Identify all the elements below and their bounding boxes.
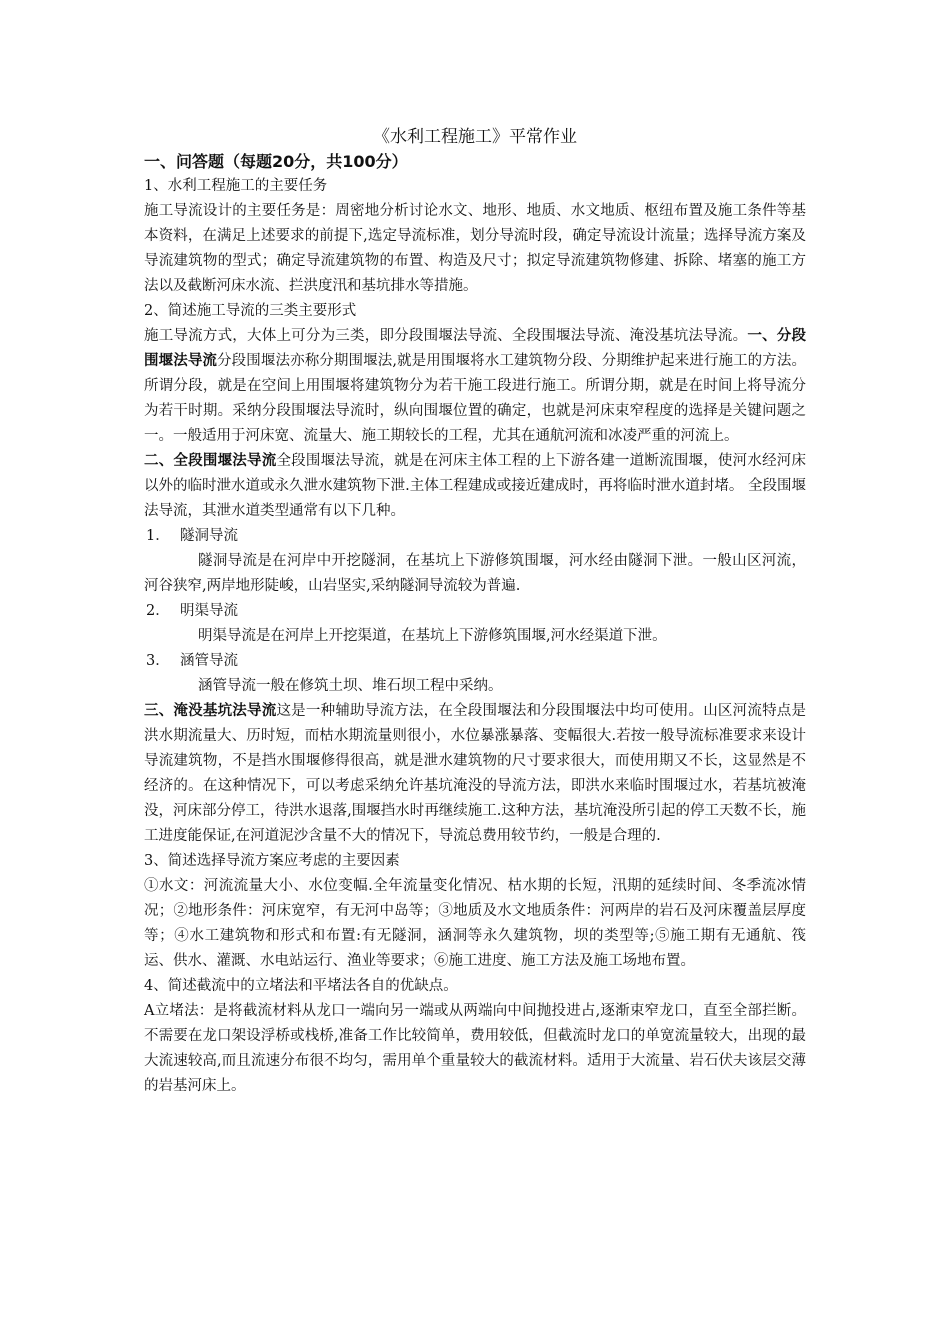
list-item-2-label: 明渠导流 (180, 603, 238, 619)
list-item-2-number: 2． (146, 603, 170, 619)
section-heading: 一、问答题（每题20分，共100分） (144, 152, 408, 171)
list-item-2-heading (144, 599, 806, 624)
question-3-heading: 3、简述选择导流方案应考虑的主要因素 (144, 853, 400, 869)
list-item-2-text: 明渠导流是在河岸上开挖渠道，在基坑上下游修筑围堰,河水经渠道下泄。 (198, 628, 667, 644)
document-page (144, 124, 806, 1099)
question-2-heading: 2、简述施工导流的三类主要形式 (144, 303, 357, 319)
question-2-paragraph-1 (144, 324, 806, 449)
method-3-title: 三、淹没基坑法导流 (144, 703, 277, 719)
list-item-3-label: 涵管导流 (180, 653, 238, 669)
question-3-answer: ①水文：河流流量大小、水位变幅.全年流量变化情况、枯水期的长短，汛期的延续时间、冬季流冰情况；②地形条件：河床宽窄，有无河中岛等；③地质及水文地质条件：河两岸的岩石及河床覆盖层厚度等；④水工建筑物和形式和布置:有无隧洞，涵洞等永久建筑物，坝的类型等;⑤施工期有无通航、筏运、供水、灌溉、水电站运行、渔业等要求；⑥施工进度、施工方法及施工场地布置。 (144, 878, 806, 969)
method-1-title: 一、分段围堰法导流 (144, 328, 807, 369)
document-title: 《水利工程施工》平常作业 (373, 127, 577, 147)
list-item-3-number: 3． (146, 653, 170, 669)
question-2-intro: 施工导流方式，大体上可分为三类，即分段围堰法导流、全段围堰法导流、淹没基坑法导流。 (144, 328, 748, 344)
method-2-text: 全段围堰法导流，就是在河床主体工程的上下游各建一道断流围堰，使河水经河床以外的临时泄水道或永久泄水建筑物下泄.主体工程建成或接近建成时，再将临时泄水道封堵。 全段围堰法导流，其泄水道类型通常有以下几种。 (144, 453, 807, 519)
method-2-title: 二、全段围堰法导流 (144, 453, 277, 469)
list-item-1-number: 1． (146, 528, 170, 544)
list-item-3-heading (144, 649, 806, 674)
question-1-heading: 1、水利工程施工的主要任务 (144, 178, 328, 194)
question-2-paragraph-3 (144, 699, 806, 849)
question-4-answer: A立堵法：是将截流材料从龙口一端向另一端或从两端向中间抛投进占,逐渐束窄龙口，直至全部拦断。不需要在龙口架设浮桥或栈桥,准备工作比较简单，费用较低，但截流时龙口的单宽流量较大，出现的最大流速较高,而且流速分布很不均匀，需用单个重量较大的截流材料。适用于大流量、岩石伏夫该层交薄的岩基河床上。 (144, 1003, 806, 1094)
question-1-answer: 施工导流设计的主要任务是：周密地分析讨论水文、地形、地质、水文地质、枢纽布置及施工条件等基本资料，在满足上述要求的前提下,选定导流标准，划分导流时段，确定导流设计流量；选择导流方案及导流建筑物的型式；确定导流建筑物的布置、构造及尺寸；拟定导流建筑物修建、拆除、堵塞的施工方法以及截断河床水流、拦洪度汛和基坑排水等措施。 (144, 203, 806, 294)
method-1-text: 分段围堰法亦称分期围堰法,就是用围堰将水工建筑物分段、分期维护起来进行施工的方法。所谓分段，就是在空间上用围堰将建筑物分为若干施工段进行施工。所谓分期，就是在时间上将导流分为若干时期。采纳分段围堰法导流时，纵向围堰位置的确定，也就是河床束窄程度的选择是关键问题之一。一般适用于河床宽、流量大、施工期较长的工程，尤其在通航河流和冰凌严重的河流上。 (144, 353, 806, 444)
question-4-heading: 4、简述截流中的立堵法和平堵法各自的优缺点。 (144, 978, 458, 994)
list-item-1-heading (144, 524, 806, 549)
method-3-text: 这是一种辅助导流方法，在全段围堰法和分段围堰法中均可使用。山区河流特点是洪水期流量大、历时短，而枯水期流量则很小，水位暴涨暴落、变幅很大.若按一般导流标准要求来设计导流建筑物，不是挡水围堰修得很高，就是泄水建筑物的尺寸要求很大，而使用期又不长，这显然是不经济的。在这种情况下，可以考虑采纳允许基坑淹没的导流方法，即洪水来临时围堰过水，若基坑被淹没，河床部分停工，待洪水退落,围堰挡水时再继续施工.这种方法，基坑淹没所引起的停工天数不长，施工进度能保证,在河道泥沙含量不大的情况下，导流总费用较节约，一般是合理的. (144, 703, 807, 844)
list-item-1-text: 隧洞导流是在河岸中开挖隧洞，在基坑上下游修筑围堰，河水经由隧洞下泄。一般山区河流，河谷狭窄,两岸地形陡峻，山岩坚实,采纳隧洞导流较为普遍. (144, 553, 806, 594)
list-item-3-text: 涵管导流一般在修筑土坝、堆石坝工程中采纳。 (198, 678, 503, 694)
list-item-1-label: 隧洞导流 (180, 528, 238, 544)
question-2-paragraph-2 (144, 449, 806, 524)
